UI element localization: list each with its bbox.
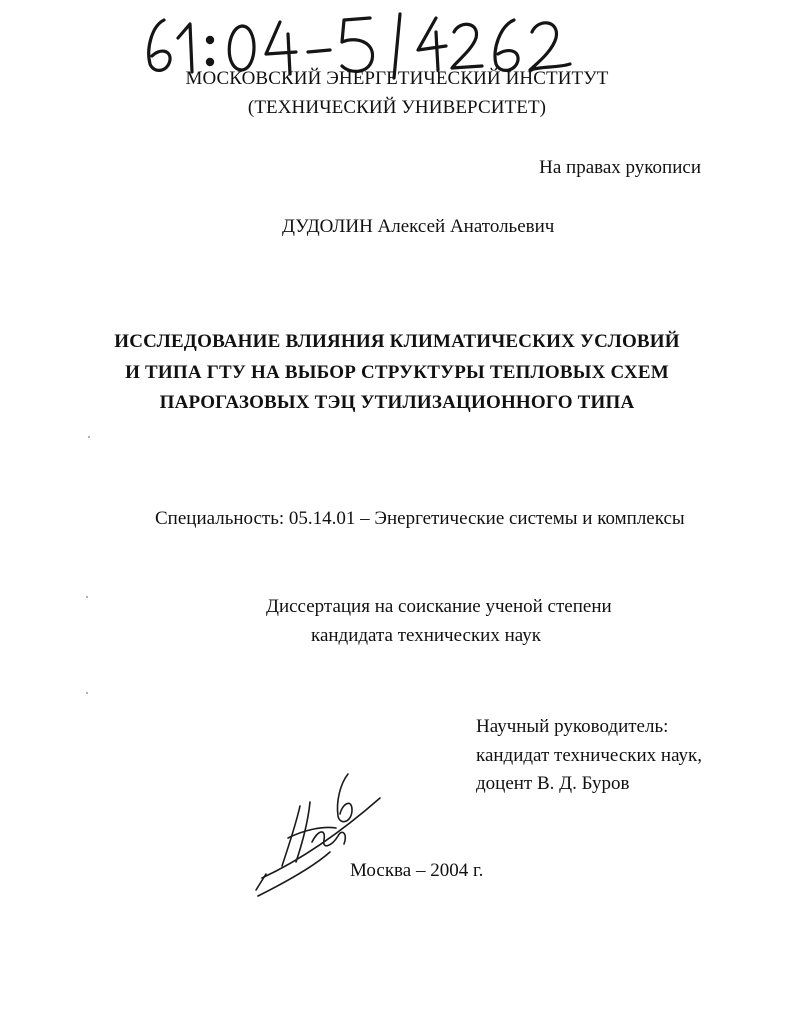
- place-and-year: Москва – 2004 г.: [350, 860, 484, 881]
- scan-speck: [86, 692, 88, 694]
- institute-name: МОСКОВСКИЙ ЭНЕРГЕТИЧЕСКИЙ ИНСТИТУТ: [185, 68, 609, 89]
- dissertation-title-line: И ТИПА ГТУ НА ВЫБОР СТРУКТУРЫ ТЕПЛОВЫХ СХЕМ: [125, 362, 669, 383]
- supervisor-name: доцент В. Д. Буров: [476, 773, 630, 794]
- scan-speck: [88, 436, 90, 438]
- institute-subtitle: (ТЕХНИЧЕСКИЙ УНИВЕРСИТЕТ): [247, 97, 547, 118]
- author-name: ДУДОЛИН Алексей Анатольевич: [282, 216, 555, 237]
- degree-line: Диссертация на соискание ученой степени: [266, 596, 612, 617]
- degree-line: кандидата технических наук: [311, 625, 541, 646]
- supervisor-label: Научный руководитель:: [476, 716, 669, 737]
- rights-note: На правах рукописи: [539, 157, 701, 178]
- dissertation-title-line: ПАРОГАЗОВЫХ ТЭЦ УТИЛИЗАЦИОННОГО ТИПА: [159, 392, 635, 413]
- handwritten-signature: [252, 768, 392, 908]
- supervisor-degree: кандидат технических наук,: [476, 745, 703, 766]
- scan-speck: [86, 596, 88, 598]
- specialty: Специальность: 05.14.01 – Энергетические системы и комплексы: [155, 508, 685, 529]
- dissertation-title-line: ИССЛЕДОВАНИЕ ВЛИЯНИЯ КЛИМАТИЧЕСКИХ УСЛОВИЙ: [114, 331, 680, 352]
